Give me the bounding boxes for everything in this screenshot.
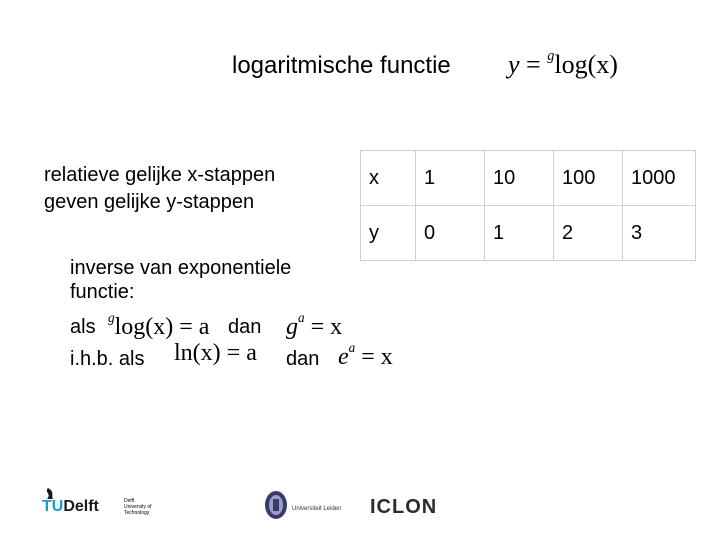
slide-title: logaritmische functie bbox=[232, 52, 451, 79]
table-cell: 10 bbox=[485, 151, 554, 206]
tudelft-small-line: Technology bbox=[124, 510, 150, 516]
tudelft-mark: TU bbox=[42, 498, 64, 515]
row2-result-exp: a bbox=[348, 340, 356, 355]
row1-result-exp: a bbox=[298, 310, 305, 325]
statement-line-1: relatieve gelijke x-stappen bbox=[44, 164, 276, 186]
table-cell: 2 bbox=[554, 206, 623, 261]
row1-eq-func: log(x) = a bbox=[114, 313, 210, 340]
title-eq-lhs: y bbox=[508, 49, 520, 79]
table-cell: 1000 bbox=[623, 151, 696, 206]
row1-equation bbox=[108, 310, 209, 341]
row1-prefix: als bbox=[70, 316, 96, 338]
tudelft-small-text bbox=[124, 498, 152, 516]
row2-prefix: i.h.b. als bbox=[70, 348, 145, 370]
statement-text bbox=[44, 162, 275, 216]
row2-result bbox=[338, 340, 393, 371]
table-row-x bbox=[361, 151, 696, 206]
table-cell: y bbox=[361, 206, 416, 261]
leiden-seal-icon bbox=[264, 490, 288, 520]
table-cell: 0 bbox=[416, 206, 485, 261]
table-cell: x bbox=[361, 151, 416, 206]
row1-result bbox=[286, 310, 342, 341]
inverse-heading-line-2: functie: bbox=[70, 281, 135, 303]
row2-result-base: e bbox=[338, 343, 349, 370]
title-equation bbox=[508, 48, 618, 80]
values-table bbox=[360, 150, 696, 261]
row1-eq-base: g bbox=[108, 310, 115, 325]
tudelft-name: Delft bbox=[63, 498, 99, 515]
table-cell: 3 bbox=[623, 206, 696, 261]
tudelft-small-line: Delft bbox=[124, 498, 135, 504]
statement-line-2: geven gelijke y-stappen bbox=[44, 191, 255, 213]
inverse-heading-line-1: inverse van exponentiele bbox=[70, 257, 292, 279]
title-eq-equals: = bbox=[526, 49, 541, 79]
table-cell: 1 bbox=[485, 206, 554, 261]
tudelft-logo bbox=[40, 486, 106, 516]
inverse-heading bbox=[70, 256, 291, 304]
row1-middle: dan bbox=[228, 316, 262, 338]
table-row-y bbox=[361, 206, 696, 261]
row2-result-rest: = x bbox=[355, 343, 393, 370]
row2-equation: ln(x) = a bbox=[174, 340, 257, 366]
iclon-logo: ICLON bbox=[370, 496, 438, 518]
title-eq-func: log(x) bbox=[554, 49, 618, 79]
row1-result-rest: = x bbox=[304, 313, 343, 340]
table-cell: 100 bbox=[554, 151, 623, 206]
row2-middle: dan bbox=[286, 348, 320, 370]
row1-result-base: g bbox=[286, 313, 298, 340]
table-cell: 1 bbox=[416, 151, 485, 206]
tudelft-small-line: University of bbox=[124, 504, 152, 510]
title-eq-base: g bbox=[547, 48, 555, 64]
leiden-name: Universiteit Leiden bbox=[292, 506, 342, 512]
